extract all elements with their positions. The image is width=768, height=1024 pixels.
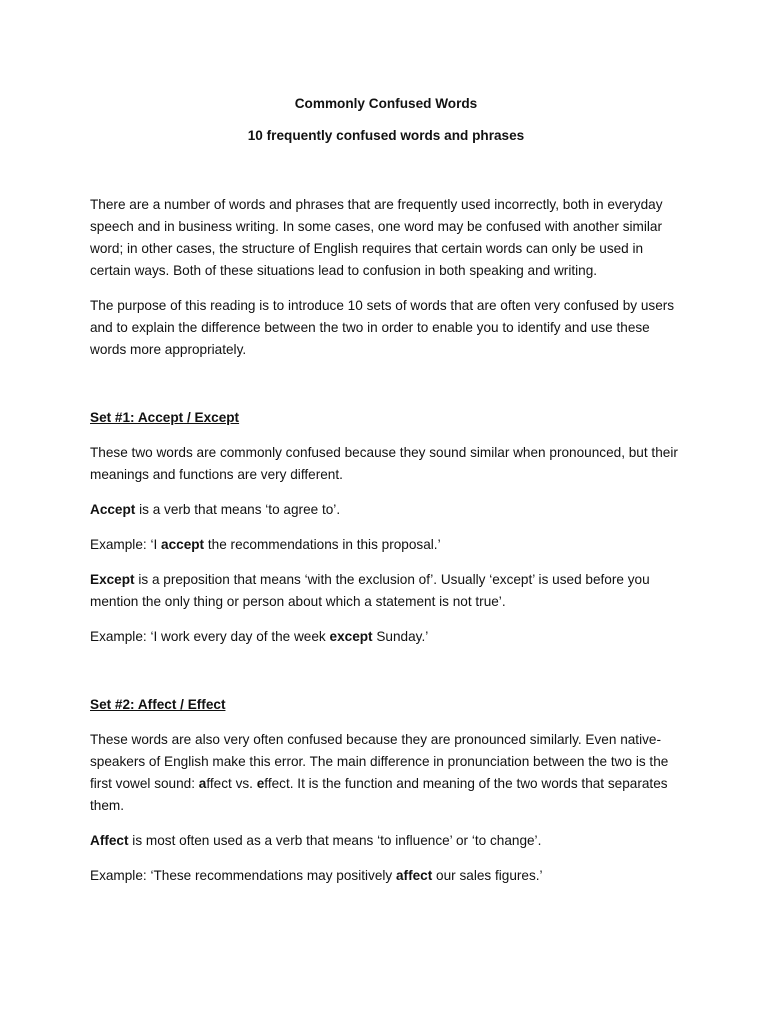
set-1-example-accept xyxy=(90,534,682,556)
document-body xyxy=(90,94,682,900)
set-1-description: These two words are commonly confused because they sound similar when pronounced, but their meanings and functions are very different. xyxy=(90,445,678,482)
definition-text: is a verb that means ‘to agree to’. xyxy=(135,502,341,517)
set-1-example-except xyxy=(90,626,682,648)
definition-text: is most often used as a verb that means ‘to influence’ or ‘to change’. xyxy=(128,833,542,848)
term-except: Except xyxy=(90,572,135,587)
description-text: ffect vs. xyxy=(206,776,257,791)
description-text: These words are also very often confused because they are pronounced similarly. Even native-speakers of English make this error. The main difference in pronunciation between the two is the first vowel sound: xyxy=(90,732,669,791)
set-1-definition-accept xyxy=(90,499,682,521)
set-2-example-affect xyxy=(90,865,682,887)
example-term: affect xyxy=(396,868,433,883)
example-text: Sunday.’ xyxy=(372,629,429,644)
example-text: the recommendations in this proposal.’ xyxy=(204,537,441,552)
example-term: accept xyxy=(161,537,205,552)
definition-text: is a preposition that means ‘with the exclusion of’. Usually ‘except’ is used before you mention the only thing or person about which a statement is not true’. xyxy=(90,572,650,609)
example-text: Example: ‘I xyxy=(90,537,162,552)
example-text: our sales figures.’ xyxy=(432,868,543,883)
example-text: Example: ‘I work every day of the week xyxy=(90,629,330,644)
description-text: ffect. It is the function and meaning of the two words that separates them. xyxy=(90,776,668,813)
purpose-paragraph: The purpose of this reading is to introduce 10 sets of words that are often very confused by users and to explain the difference between the two in order to enable you to identify and use these words more appropriately. xyxy=(90,298,675,357)
intro-paragraph: There are a number of words and phrases that are frequently used incorrectly, both in everyday speech and in business writing. In some cases, one word may be confused with another similar word; in other cases, the structure of English requires that certain words can only be used in certain ways. Both of these situations lead to confusion in both speaking and writing. xyxy=(90,197,663,278)
set-1-definition-except xyxy=(90,569,682,613)
document-title: Commonly Confused Words xyxy=(294,96,478,111)
document-subtitle: 10 frequently confused words and phrases xyxy=(247,128,525,143)
set-1-heading: Set #1: Accept / Except xyxy=(90,410,240,425)
vowel-a: a xyxy=(198,776,207,791)
set-2-heading: Set #2: Affect / Effect xyxy=(90,697,226,712)
term-accept: Accept xyxy=(90,502,136,517)
example-text: Example: ‘These recommendations may positively xyxy=(90,868,396,883)
term-affect: Affect xyxy=(90,833,129,848)
vowel-e: e xyxy=(256,776,265,791)
set-2-definition-affect xyxy=(90,830,682,852)
example-term: except xyxy=(329,629,373,644)
set-2-description xyxy=(90,729,682,817)
